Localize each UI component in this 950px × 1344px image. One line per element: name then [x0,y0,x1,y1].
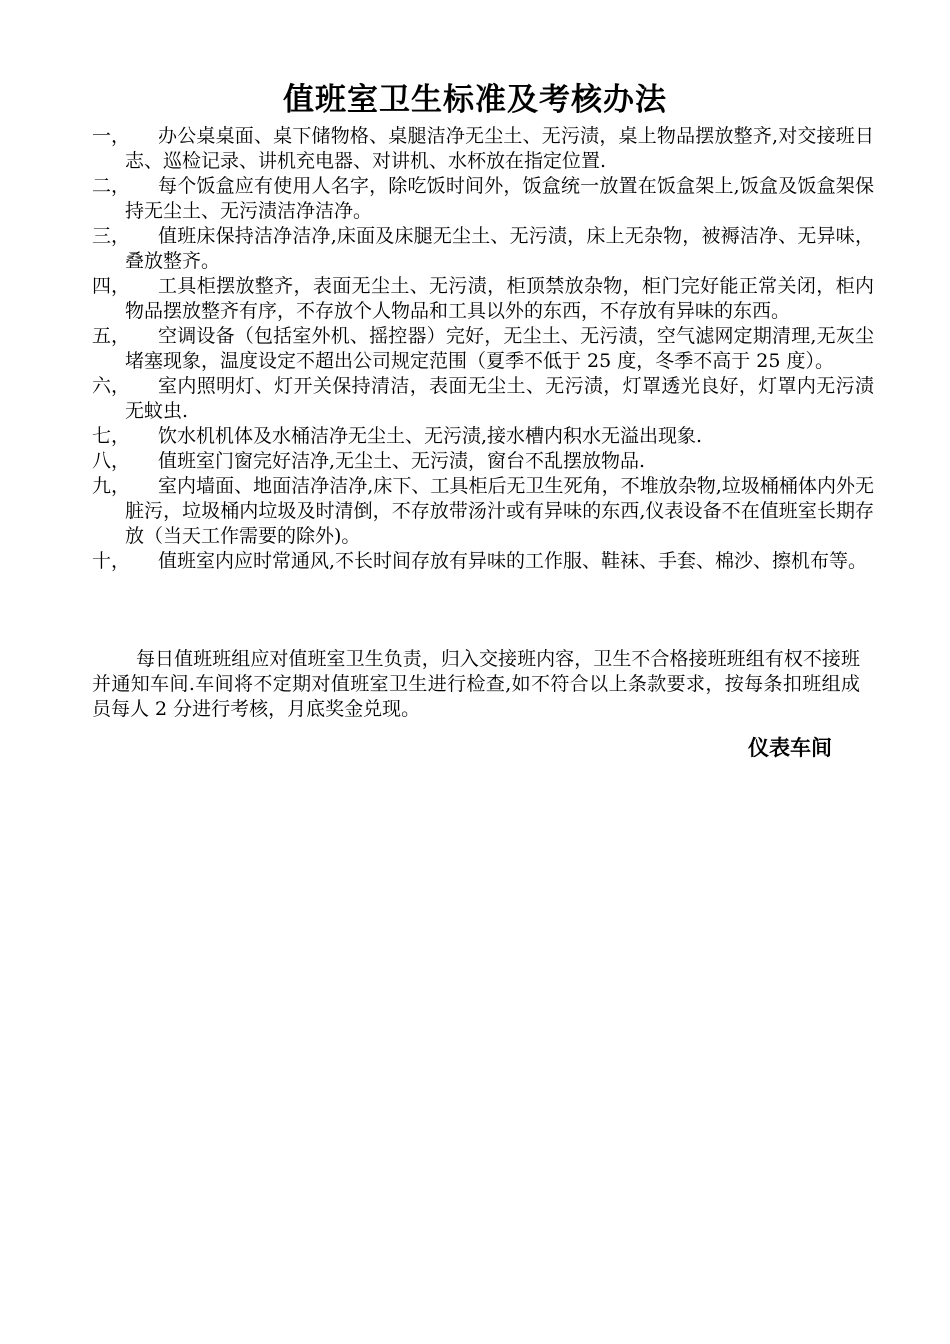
item-number: 七， [92,425,131,447]
item-number: 九， [92,475,131,497]
list-item [92,274,874,324]
item-number: 一， [92,125,131,147]
item-number: 六， [92,375,131,397]
rules-list [92,124,874,574]
item-text: 值班室内应时常通风,不长时间存放有异味的工作服、鞋袜、手套、棉沙、擦机布等。 [158,550,868,572]
signature: 仪表车间 [748,736,832,760]
item-number: 三， [92,225,131,247]
item-number: 四， [92,275,131,297]
list-item [92,474,874,549]
list-item [92,224,874,274]
item-number: 二， [92,175,131,197]
item-text: 室内墙面、地面洁净洁净,床下、工具柜后无卫生死角，不堆放杂物,垃圾桶桶体内外无脏污，垃圾桶内垃圾及时清倒，不存放带汤汁或有异味的东西,仪表设备不在值班室长期存放（当天工作需要的除外)。 [125,475,874,547]
item-number: 八， [92,450,131,472]
item-text: 值班室门窗完好洁净,无尘土、无污渍，窗台不乱摆放物品. [158,450,646,472]
item-text: 空调设备（包括室外机、摇控器）完好，无尘土、无污渍，空气滤网定期清理,无灰尘堵塞现象，温度设定不超出公司规定范围（夏季不低于 25 度，冬季不高于 25 度）。 [125,325,874,372]
list-item [92,449,874,474]
list-item [92,174,874,224]
item-number: 十， [92,550,131,572]
list-item [92,324,874,374]
list-item [92,549,874,574]
list-item [92,124,874,174]
item-text: 室内照明灯、灯开关保持清洁，表面无尘土、无污渍，灯罩透光良好，灯罩内无污渍无蚊虫. [125,375,874,422]
list-item [92,374,874,424]
item-text: 值班床保持洁净洁净,床面及床腿无尘土、无污渍，床上无杂物，被褥洁净、无异味，叠放整齐。 [125,225,874,272]
item-number: 五， [92,325,131,347]
item-text: 饮水机机体及水桶洁净无尘土、无污渍,接水槽内积水无溢出现象. [158,425,703,447]
item-text: 每个饭盒应有使用人名字，除吃饭时间外，饭盒统一放置在饭盒架上,饭盒及饭盒架保持无尘土、无污渍洁净洁净。 [125,175,874,222]
item-text: 工具柜摆放整齐，表面无尘土、无污渍，柜顶禁放杂物，柜门完好能正常关闭，柜内物品摆放整齐有序，不存放个人物品和工具以外的东西，不存放有异味的东西。 [125,275,874,322]
closing-paragraph: 每日值班班组应对值班室卫生负责，归入交接班内容，卫生不合格接班班组有权不接班并通知车间.车间将不定期对值班室卫生进行检查,如不符合以上条款要求，按每条扣班组成员每人 2 分进行考核，月底奖金兑现。 [92,648,860,720]
item-text: 办公桌桌面、桌下储物格、桌腿洁净无尘土、无污渍，桌上物品摆放整齐,对交接班日志、巡检记录、讲机充电器、对讲机、水杯放在指定位置. [125,125,874,172]
list-item [92,424,874,449]
document-title: 值班室卫生标准及考核办法 [283,82,667,118]
